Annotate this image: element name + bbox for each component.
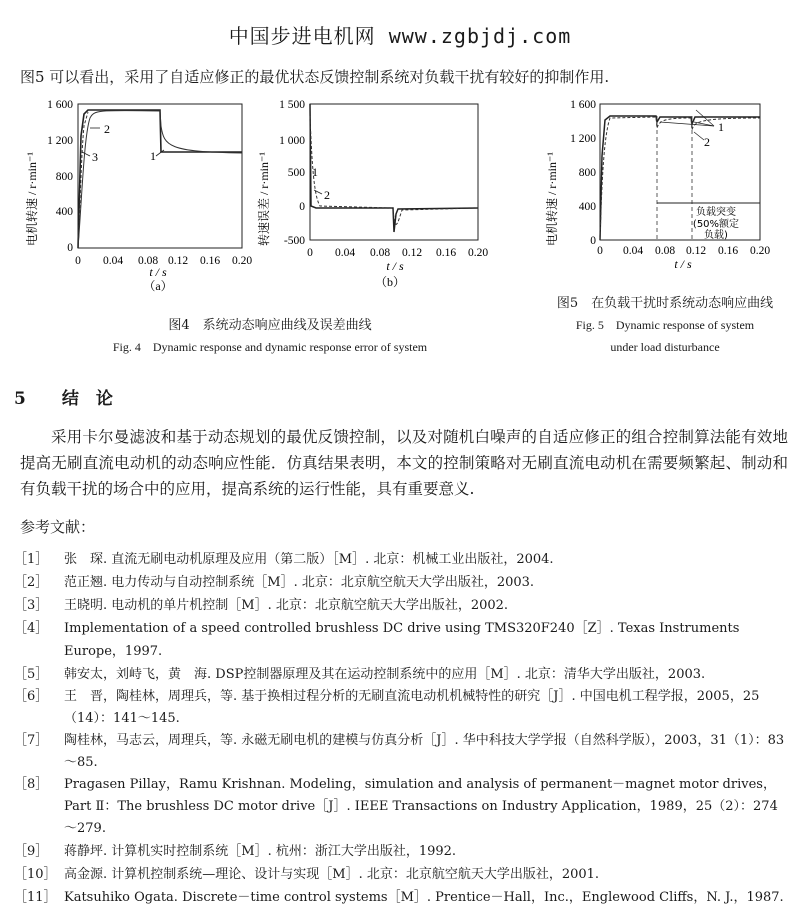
figure4b-xtick: 0.16 xyxy=(435,247,457,259)
figure5-ytick: 0 xyxy=(590,235,596,247)
reference-text: Pragasen Pillay，Ramu Krishnan. Modeling，simulation and analysis of permanent－magnet motor drives，Part Ⅱ：The brushless DC motor drive［J］. IEEE Transactions on Industry Application，1989，25（2）：274～279. xyxy=(64,777,778,836)
figure4a-xtick: 0.04 xyxy=(102,255,124,267)
reference-text: 韩安太，刘峙飞，黄 海. DSP控制器原理及其在运动控制系统中的应用［M］. 北京：清华大学出版社，2003. xyxy=(64,667,706,682)
reference-text: Implementation of a speed controlled brushless DC drive using TMS320F240［Z］. Texas Instruments Europe，1997. xyxy=(64,621,740,659)
figure4a-xlabel: t / s xyxy=(149,265,167,279)
figure5-xtick: 0.08 xyxy=(654,245,676,257)
figure4a-xtick: 0.20 xyxy=(231,255,253,267)
figure4-panel-b xyxy=(250,96,490,292)
reference-index: ［6］ xyxy=(14,689,49,704)
figure5-xlabel: t / s xyxy=(674,257,692,271)
figure4b-xtick: 0.12 xyxy=(401,247,423,259)
figure4b-xtick: 0.20 xyxy=(467,247,489,259)
reference-text: 蒋静坪. 计算机实时控制系统［M］. 杭州：浙江大学出版社，1992. xyxy=(64,844,457,859)
figure5-xtick: 0.12 xyxy=(685,245,707,257)
reference-item xyxy=(14,863,790,886)
figure5-curve-label: 2 xyxy=(704,135,710,149)
references-title: 参考文献： xyxy=(20,518,96,536)
figure4-caption-cn: 图4 系统动态响应曲线及误差曲线 xyxy=(168,318,372,333)
reference-item xyxy=(14,548,790,571)
figure5-annotation: 负载) xyxy=(704,230,728,241)
reference-index: ［5］ xyxy=(14,667,49,682)
figure5-ytick: 400 xyxy=(578,201,596,213)
figure5-xtick: 0 xyxy=(597,245,603,257)
figure4a-curve-label: 1 xyxy=(150,149,156,163)
figure5-ytick: 800 xyxy=(578,167,596,179)
figure5-xtick: 0.16 xyxy=(717,245,739,257)
reference-item xyxy=(14,886,790,909)
reference-item xyxy=(14,774,790,840)
figure4a-curve-1 xyxy=(78,110,242,248)
figure5-annotation: (50%额定 xyxy=(692,219,740,230)
figure5-caption-en-2: under load disturbance xyxy=(610,340,720,354)
figure5-caption-cn: 图5 在负载干扰时系统动态响应曲线 xyxy=(556,296,774,311)
reference-item xyxy=(14,663,790,686)
reference-item xyxy=(14,571,790,594)
reference-text: 王晓明. 电动机的单片机控制［M］. 北京：北京航空航天大学出版社，2002. xyxy=(64,598,509,613)
reference-item xyxy=(14,686,790,730)
section-number: 5 xyxy=(14,389,26,409)
figure5-ytick: 1 200 xyxy=(570,133,596,145)
figure4b-xtick: 0.08 xyxy=(369,247,391,259)
reference-text: 陶桂林，马志云，周理兵，等. 永磁无刷电机的建模与仿真分析［J］. 华中科技大学学报（自然科学版），2003，31（1）：83～85. xyxy=(64,733,785,770)
reference-index: ［3］ xyxy=(14,598,49,613)
section-heading xyxy=(14,384,113,409)
reference-index: ［9］ xyxy=(14,844,49,859)
figure4b-curve-label: 1 xyxy=(312,165,318,179)
figure5-ylabel: 电机转速 / r·min⁻¹ xyxy=(545,152,559,246)
reference-index: ［11］ xyxy=(14,890,57,905)
figure5-chart xyxy=(538,96,778,276)
reference-list xyxy=(14,548,790,909)
reference-index: ［10］ xyxy=(14,867,57,882)
figure4a-ytick: 0 xyxy=(67,242,73,254)
figure4a-xtick: 0.12 xyxy=(167,255,189,267)
figure4-panel-a xyxy=(18,96,253,293)
figure5-annotation: 负载突变 xyxy=(696,207,736,218)
figure4a-ytick: 800 xyxy=(55,171,73,183)
figure4b-label: （b） xyxy=(374,275,406,289)
figure4a-ytick: 400 xyxy=(55,206,73,218)
reference-index: ［4］ xyxy=(14,621,49,636)
figure4a-curve-label: 3 xyxy=(92,150,98,164)
figure4b-xlabel: t / s xyxy=(386,259,404,273)
figure4b-ylabel: 转速误差 / r·min⁻¹ xyxy=(257,152,271,246)
reference-index: ［2］ xyxy=(14,575,49,590)
figure4a-label: （a） xyxy=(143,279,173,293)
figure4a-xtick: 0.08 xyxy=(137,255,159,267)
reference-index: ［8］ xyxy=(14,777,49,792)
reference-text: 张 琛. 直流无刷电动机原理及应用（第二版）［M］. 北京：机械工业出版社，2004. xyxy=(64,552,554,567)
figure5-xtick: 0.20 xyxy=(749,245,771,257)
figure4a-ylabel: 电机转速 / r·min⁻¹ xyxy=(25,152,39,246)
section-title: 结 论 xyxy=(61,389,113,409)
figure4a-ytick: 1 600 xyxy=(47,99,73,111)
reference-index: ［7］ xyxy=(14,733,49,748)
reference-text: 王 晋，陶桂林，周理兵，等. 基于换相过程分析的无刷直流电动机机械特性的研究［J］. 中国电机工程学报，2005，25（14）：141～145. xyxy=(64,689,760,726)
figure5-xtick: 0.04 xyxy=(622,245,644,257)
figure5-caption-en-1: Fig. 5 Dynamic response of system xyxy=(575,318,755,332)
figure4b-xtick: 0.04 xyxy=(334,247,356,259)
figure5-curve-label: 1 xyxy=(718,120,724,134)
figure4b-ytick: 1 000 xyxy=(279,135,305,147)
figure4a-ytick: 1 200 xyxy=(47,135,73,147)
figure4b-ytick: 1 500 xyxy=(279,99,305,111)
figure5-ytick: 1 600 xyxy=(570,99,596,111)
reference-index: ［1］ xyxy=(14,552,49,567)
reference-item xyxy=(14,617,790,663)
figure4b-ytick: -500 xyxy=(283,235,305,247)
figure4b-curve-1 xyxy=(310,104,478,232)
reference-item xyxy=(14,594,790,617)
reference-item xyxy=(14,840,790,863)
reference-text: Katsuhiko Ogata. Discrete－time control systems［M］. Prentice－Hall，Inc.，Englewood Cliffs，N. J.，1987. xyxy=(64,890,784,905)
figure4a-xtick: 0.16 xyxy=(199,255,221,267)
reference-text: 范正翘. 电力传动与自动控制系统［M］. 北京：北京航空航天大学出版社，2003. xyxy=(64,575,535,590)
conclusion-paragraph: 采用卡尔曼滤波和基于动态规划的最优反馈控制，以及对随机白噪声的自适应修正的组合控制算法能有效地提高无刷直流电动机的动态响应性能．仿真结果表明，本文的控制策略对无刷直流电动机在需要频繁起、制动和有负载干扰的场合中的应用，提高系统的运行性能，具有重要意义. xyxy=(20,428,788,498)
figure4b-xtick: 0 xyxy=(307,247,313,259)
figure4b-curve-label: 2 xyxy=(324,188,330,202)
figure4a-curve-label: 2 xyxy=(104,122,110,136)
figure4b-ytick: 500 xyxy=(287,167,305,179)
site-header: 中国步进电机网 www.zgbjdj.com xyxy=(228,24,572,48)
intro-paragraph: 图5 可以看出，采用了自适应修正的最优状态反馈控制系统对负载干扰有较好的抑制作用. xyxy=(20,68,610,86)
figure4-caption-en: Fig. 4 Dynamic response and dynamic response error of system xyxy=(112,340,428,354)
figure4b-ytick: 0 xyxy=(299,201,305,213)
reference-text: 高金源. 计算机控制系统—理论、设计与实现［M］. 北京：北京航空航天大学出版社，2001. xyxy=(64,867,600,882)
figure4a-xtick: 0 xyxy=(75,255,81,267)
reference-item xyxy=(14,730,790,774)
